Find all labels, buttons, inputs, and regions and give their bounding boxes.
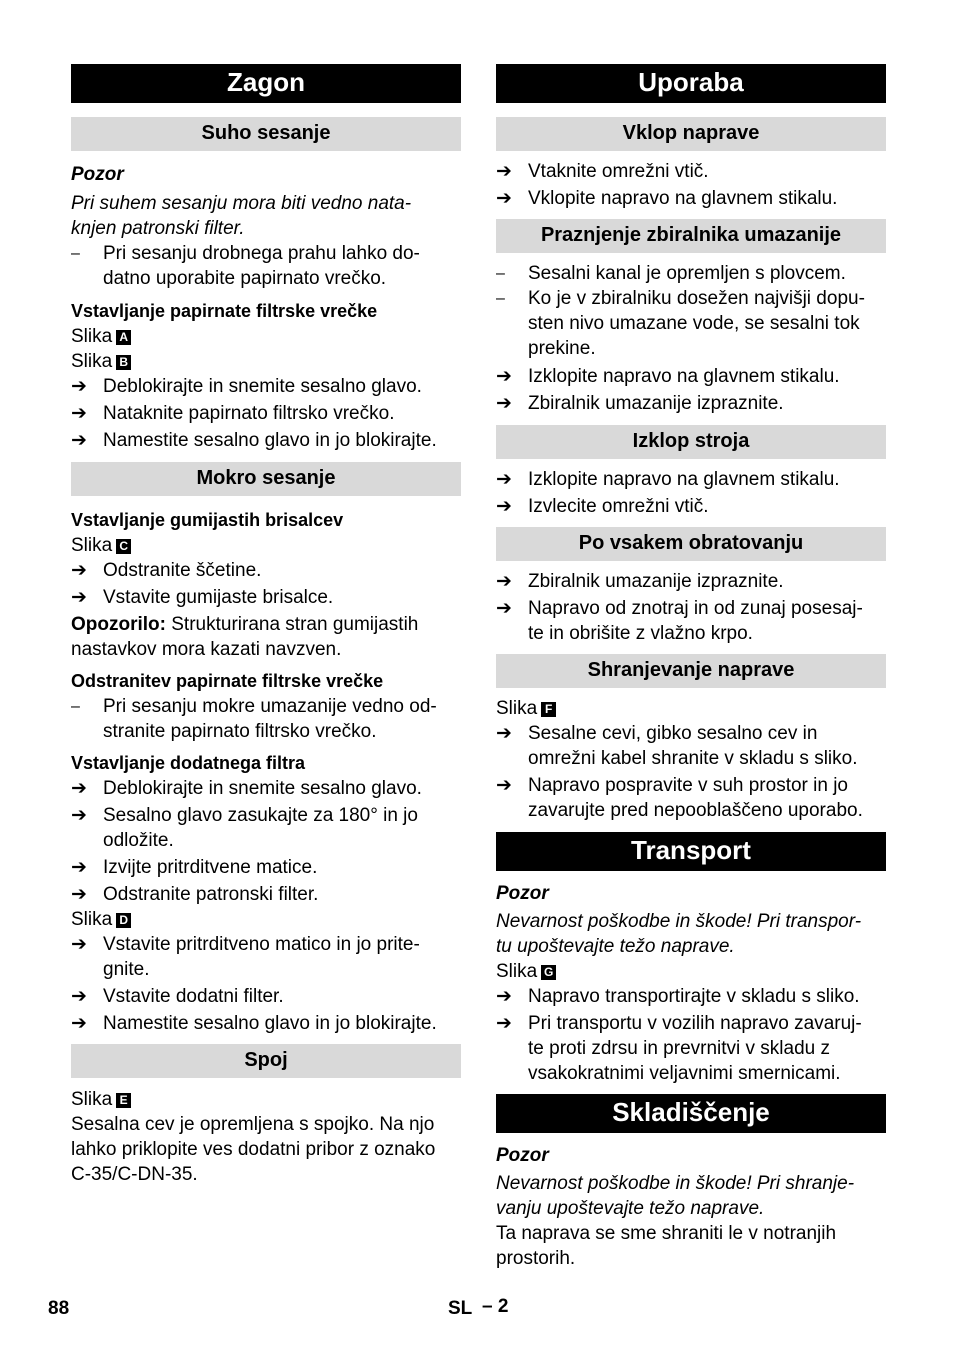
caution-label: Pozor: [496, 883, 549, 904]
heading-gumijastih-brisalcev: Vstavljanje gumijastih brisalcev: [71, 510, 344, 530]
figure-badge: E: [116, 1093, 131, 1108]
dash-marker: –: [71, 245, 80, 262]
storage-text: Ta naprava se sme shraniti le v notranjih prostorih.: [496, 1223, 837, 1269]
list-item: ➔ Izvijte pritrditvene matice.: [71, 857, 318, 878]
subheading-vklop: Vklop naprave: [496, 117, 886, 151]
figure-badge: C: [116, 539, 131, 554]
arrow-icon: ➔: [496, 366, 512, 387]
figure-badge: D: [116, 913, 131, 928]
arrow-icon: ➔: [71, 778, 87, 799]
dash-marker: –: [496, 290, 505, 307]
page-number: 88: [48, 1298, 70, 1319]
heading-odstranitev-vrecke: Odstranitev papirnate filtrske vrečke: [71, 671, 384, 691]
figure-ref-a: Slika A: [71, 324, 461, 349]
arrow-icon: ➔: [71, 857, 87, 878]
arrow-icon: ➔: [496, 469, 512, 490]
figure-badge: A: [116, 330, 131, 345]
arrow-icon: ➔: [496, 723, 512, 744]
list-item: ➔ Vstavite dodatni filter.: [71, 986, 284, 1007]
figure-ref-f: Slika F: [496, 696, 886, 721]
section-heading-uporaba: Uporaba: [496, 64, 886, 103]
arrow-icon: ➔: [71, 884, 87, 905]
caution-label: Pozor: [71, 164, 124, 185]
subheading-mokro-sesanje: Mokro sesanje: [71, 462, 461, 496]
figure-ref-g: Slika G: [496, 959, 886, 984]
list-item: ➔ Vstavite gumijaste brisalce.: [71, 587, 334, 608]
arrow-icon: ➔: [496, 986, 512, 1007]
section-number: – 2: [482, 1296, 509, 1317]
list-item: – Pri sesanju drobnega prahu lahko do- datno uporabite papirnato vrečko.: [71, 243, 420, 289]
list-item: ➔ Zbiralnik umazanije izpraznite.: [496, 571, 784, 592]
list-item: ➔ Deblokirajte in snemite sesalno glavo.: [71, 376, 422, 397]
arrow-icon: ➔: [496, 1013, 512, 1034]
arrow-icon: ➔: [496, 161, 512, 182]
heading-dodatnega-filtra: Vstavljanje dodatnega filtra: [71, 753, 306, 773]
list-item: ➔ Namestite sesalno glavo in jo blokirajte.: [71, 1013, 437, 1034]
spoj-text: Sesalna cev je opremljena s spojko. Na njo lahko priklopite ves dodatni pribor z oznako C-35/C-DN-35.: [71, 1114, 436, 1185]
list-item: ➔ Vstavite pritrditveno matico in jo prite- gnite.: [71, 934, 420, 980]
right-column: [496, 64, 886, 1271]
list-item: ➔ Zbiralnik umazanije izpraznite.: [496, 393, 784, 414]
language-code: SL: [448, 1298, 473, 1319]
list-item: ➔ Napravo pospravite v suh prostor in jo zavarujte pred nepooblaščeno uporabo.: [496, 775, 863, 821]
list-item: ➔ Namestite sesalno glavo in jo blokirajte.: [71, 430, 437, 451]
list-item: ➔ Napravo od znotraj in od zunaj posesaj- te in obrišite z vlažno krpo.: [496, 598, 863, 644]
arrow-icon: ➔: [71, 986, 87, 1007]
figure-ref-c: Slika C: [71, 533, 461, 558]
list-item: ➔ Vklopite napravo na glavnem stikalu.: [496, 188, 838, 209]
list-item: ➔ Izklopite napravo na glavnem stikalu.: [496, 366, 840, 387]
subheading-po-vsakem: Po vsakem obratovanju: [496, 527, 886, 561]
figure-ref-b: Slika B: [71, 349, 461, 374]
figure-ref-d: Slika D: [71, 907, 461, 932]
dash-marker: –: [496, 265, 505, 282]
left-column: [71, 64, 461, 1187]
list-item: ➔ Odstranite patronski filter.: [71, 884, 319, 905]
list-item: ➔ Nataknite papirnato filtrsko vrečko.: [71, 403, 395, 424]
arrow-icon: ➔: [71, 1013, 87, 1034]
arrow-icon: ➔: [496, 393, 512, 414]
figure-ref-e: Slika E: [71, 1087, 461, 1112]
list-item: ➔ Napravo transportirajte v skladu s sliko.: [496, 986, 860, 1007]
list-item: ➔ Odstranite ščetine.: [71, 560, 262, 581]
caution-label: Pozor: [496, 1145, 549, 1166]
list-item: – Sesalni kanal je opremljen s plovcem.: [496, 263, 846, 284]
arrow-icon: ➔: [496, 188, 512, 209]
caution-text: Nevarnost poškodbe in škode! Pri shranje- vanju upoštevajte težo naprave.: [496, 1173, 855, 1219]
list-item: ➔ Izvlecite omrežni vtič.: [496, 496, 709, 517]
caution-text: Pri suhem sesanju mora biti vedno nata- knjen patronski filter.: [71, 193, 412, 239]
list-item: ➔ Sesalne cevi, gibko sesalno cev in omrežni kabel shranite v skladu s sliko.: [496, 723, 858, 769]
caution-text: Nevarnost poškodbe in škode! Pri transpor- tu upoštevajte težo naprave.: [496, 911, 862, 957]
arrow-icon: ➔: [496, 496, 512, 517]
arrow-icon: ➔: [71, 934, 87, 955]
heading-papirnate-vrecke: Vstavljanje papirnate filtrske vrečke: [71, 301, 378, 321]
list-item: ➔ Vtaknite omrežni vtič.: [496, 161, 709, 182]
list-item: ➔ Sesalno glavo zasukajte za 180° in jo odložite.: [71, 805, 418, 851]
arrow-icon: ➔: [71, 560, 87, 581]
arrow-icon: ➔: [71, 403, 87, 424]
warning-note: Opozorilo: Strukturirana stran gumijastih nastavkov mora kazati navzven.: [71, 614, 419, 660]
arrow-icon: ➔: [71, 587, 87, 608]
arrow-icon: ➔: [496, 775, 512, 796]
subheading-praznjenje: Praznjenje zbiralnika umazanije: [496, 219, 886, 253]
subheading-izklop: Izklop stroja: [496, 425, 886, 459]
arrow-icon: ➔: [496, 571, 512, 592]
section-heading-zagon: Zagon: [71, 64, 461, 103]
arrow-icon: ➔: [71, 376, 87, 397]
list-item: – Ko je v zbiralniku dosežen najvišji dopu- sten nivo umazane vode, se sesalni tok prekine.: [496, 288, 865, 359]
list-item: – Pri sesanju mokre umazanije vedno od- stranite papirnato filtrsko vrečko.: [71, 696, 437, 742]
section-heading-transport: Transport: [496, 832, 886, 871]
section-heading-skladiscenje: Skladiščenje: [496, 1094, 886, 1133]
figure-badge: B: [116, 355, 131, 370]
arrow-icon: ➔: [71, 805, 87, 826]
figure-badge: G: [541, 965, 556, 980]
figure-badge: F: [541, 702, 556, 717]
subheading-suho-sesanje: Suho sesanje: [71, 117, 461, 151]
arrow-icon: ➔: [71, 430, 87, 451]
list-item: ➔ Pri transportu v vozilih napravo zavaruj- te proti zdrsu in prevrnitvi v skladu z vsakokratnimi veljavnimi smernicami.: [496, 1013, 862, 1084]
list-item: ➔ Deblokirajte in snemite sesalno glavo.: [71, 778, 422, 799]
list-item: ➔ Izklopite napravo na glavnem stikalu.: [496, 469, 840, 490]
subheading-spoj: Spoj: [71, 1044, 461, 1078]
subheading-shranjevanje: Shranjevanje naprave: [496, 654, 886, 688]
arrow-icon: ➔: [496, 598, 512, 619]
dash-marker: –: [71, 698, 80, 715]
